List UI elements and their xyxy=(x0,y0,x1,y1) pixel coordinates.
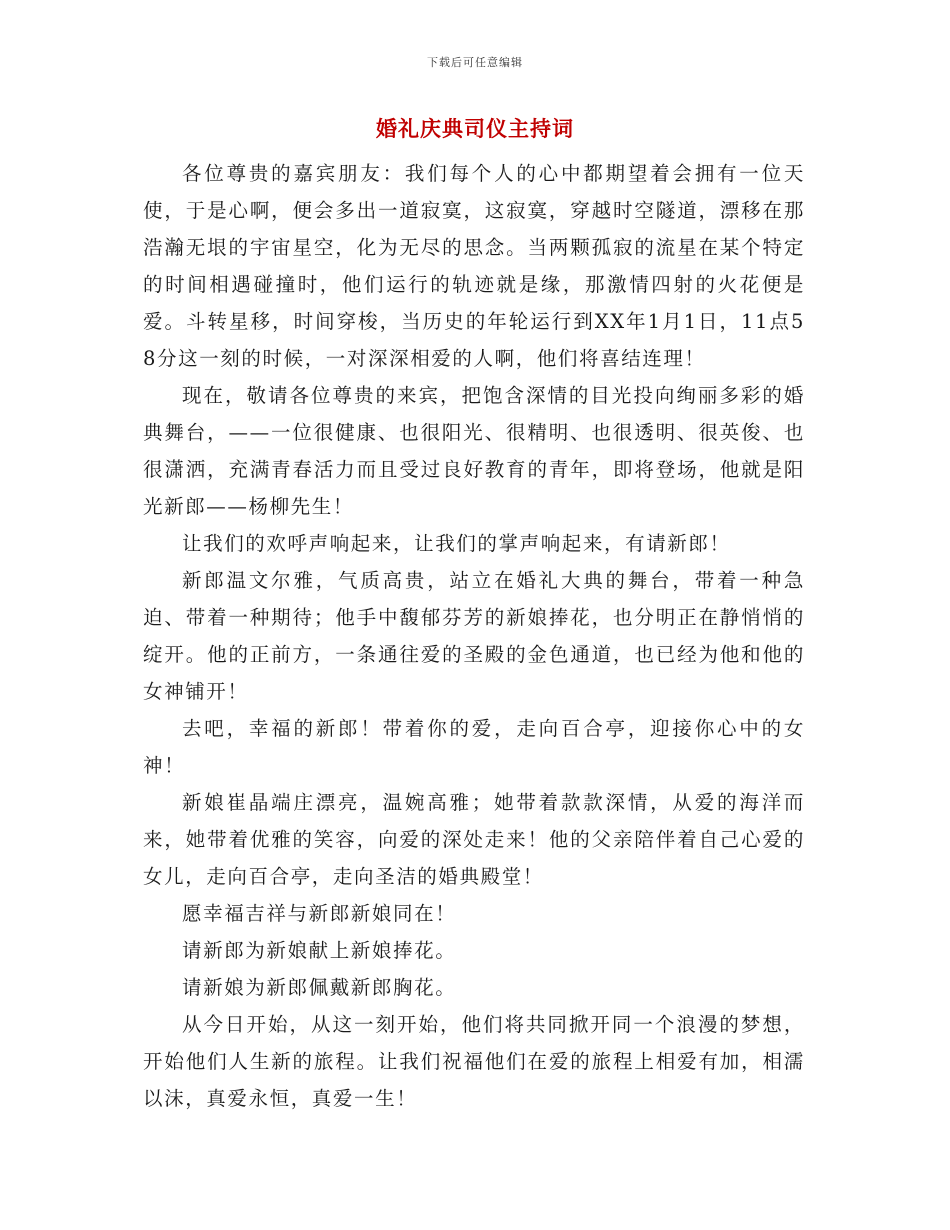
paragraph-6: 新娘崔晶端庄漂亮，温婉高雅；她带着款款深情，从爱的海洋而来，她带着优雅的笑容，向爱的深处走来！他的父亲陪伴着自己心爱的女儿，走向百合亭，走向圣洁的婚典殿堂！ xyxy=(143,791,805,888)
paragraph-10: 从今日开始，从这一刻开始，他们将共同掀开同一个浪漫的梦想，开始他们人生新的旅程。让我们祝福他们在爱的旅程上相爱有加，相濡以沫，真爱永恒，真爱一生！ xyxy=(143,1013,805,1110)
document-body xyxy=(143,155,805,1117)
paragraph-3: 让我们的欢呼声响起来，让我们的掌声响起来，有请新郎！ xyxy=(182,532,731,555)
paragraph-2: 现在，敬请各位尊贵的来宾，把饱含深情的目光投向绚丽多彩的婚典舞台，——一位很健康、也很阳光、很精明、也很透明、很英俊、也很潇洒，充满青春活力而且受过良好教育的青年，即将登场，他就是阳光新郎——杨柳先生！ xyxy=(143,384,805,518)
document-title: 婚礼庆典司仪主持词 xyxy=(376,116,574,141)
paragraph-8: 请新郎为新娘献上新娘捧花。 xyxy=(182,939,457,962)
header-note: 下载后可任意编辑 xyxy=(427,56,523,69)
paragraph-1: 各位尊贵的嘉宾朋友：我们每个人的心中都期望着会拥有一位天使，于是心啊，便会多出一道寂寞，这寂寞，穿越时空隧道，漂移在那浩瀚无垠的宇宙星空，化为无尽的思念。当两颗孤寂的流星在某个特定的时间相遇碰撞时，他们运行的轨迹就是缘，那激情四射的火花便是爱。斗转星移，时间穿梭，当历史的年轮运行到XX年1月1日，11点58分这一刻的时候，一对深深相爱的人啊，他们将喜结连理！ xyxy=(143,162,805,370)
paragraph-9: 请新娘为新郎佩戴新郎胸花。 xyxy=(182,976,457,999)
paragraph-5: 去吧，幸福的新郎！带着你的爱，走向百合亭，迎接你心中的女神！ xyxy=(143,717,805,777)
paragraph-7: 愿幸福吉祥与新郎新娘同在！ xyxy=(182,902,457,925)
paragraph-4: 新郎温文尔雅，气质高贵，站立在婚礼大典的舞台，带着一种急迫、带着一种期待；他手中馥郁芬芳的新娘捧花，也分明正在静悄悄的绽开。他的正前方，一条通往爱的圣殿的金色通道，也已经为他和他的女神铺开！ xyxy=(143,569,805,703)
